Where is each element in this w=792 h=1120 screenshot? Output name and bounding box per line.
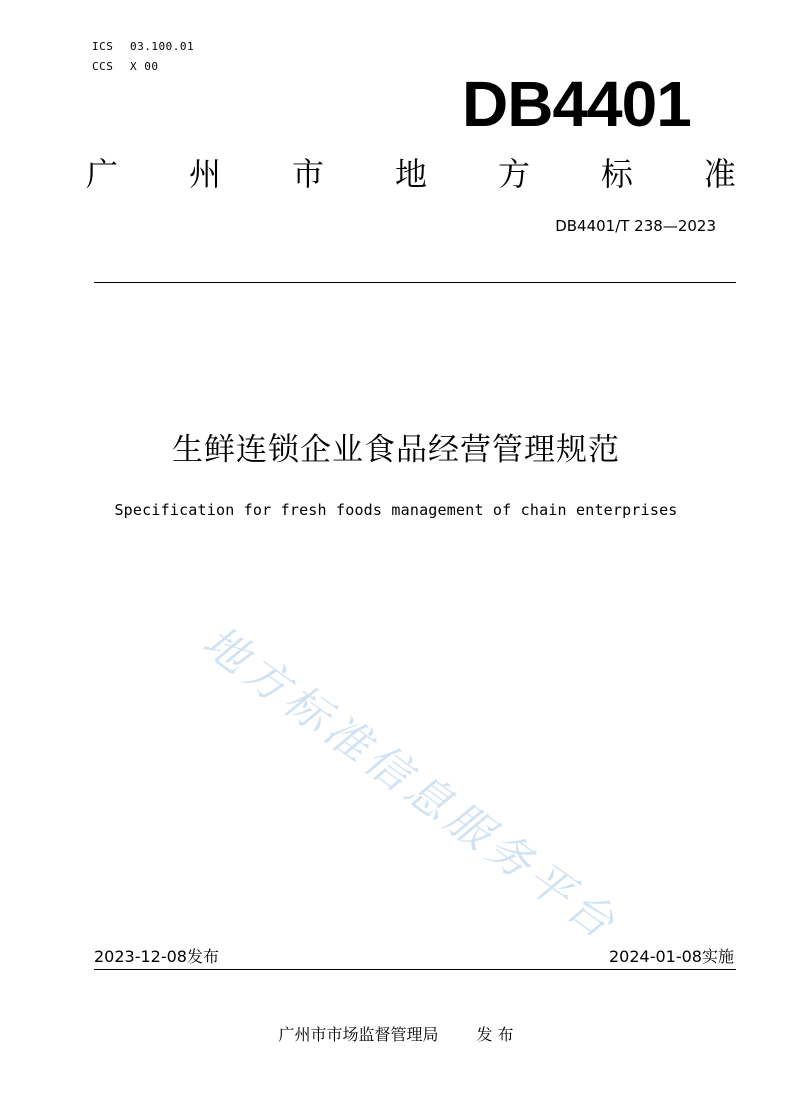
banner-char: 市 <box>291 155 324 193</box>
ics-label: ICS <box>92 40 114 53</box>
banner-char: 方 <box>497 155 530 193</box>
issuing-authority-line <box>0 1024 792 1046</box>
document-title-english: Specification for fresh foods management of chain enterprises <box>114 501 678 519</box>
banner-char: 广 <box>86 155 119 193</box>
banner-char: 州 <box>188 155 221 193</box>
ccs-value: X 00 <box>130 60 159 73</box>
issuing-authority: 广州市市场监督管理局 <box>278 1025 439 1044</box>
header-divider <box>94 282 736 283</box>
implement-date: 2024-01-08实施 <box>609 947 734 966</box>
standard-number: DB4401/T 238—2023 <box>555 217 716 235</box>
document-title-chinese: 生鲜连锁企业食品经营管理规范 <box>172 432 620 468</box>
ics-value: 03.100.01 <box>130 40 195 53</box>
standard-code-heading: DB4401 <box>462 68 691 140</box>
banner-char: 标 <box>600 155 633 193</box>
watermark-text: 地方标准信息服务平台 <box>193 616 628 952</box>
footer-divider <box>94 969 736 970</box>
banner-char: 地 <box>394 155 427 193</box>
ics-line <box>92 40 194 54</box>
issue-label: 发 布 <box>476 1025 514 1044</box>
ccs-label: CCS <box>92 60 114 73</box>
publish-date: 2023-12-08发布 <box>94 947 219 966</box>
ccs-line <box>92 60 159 74</box>
banner-char: 准 <box>703 155 736 193</box>
standard-category-banner <box>86 152 736 196</box>
